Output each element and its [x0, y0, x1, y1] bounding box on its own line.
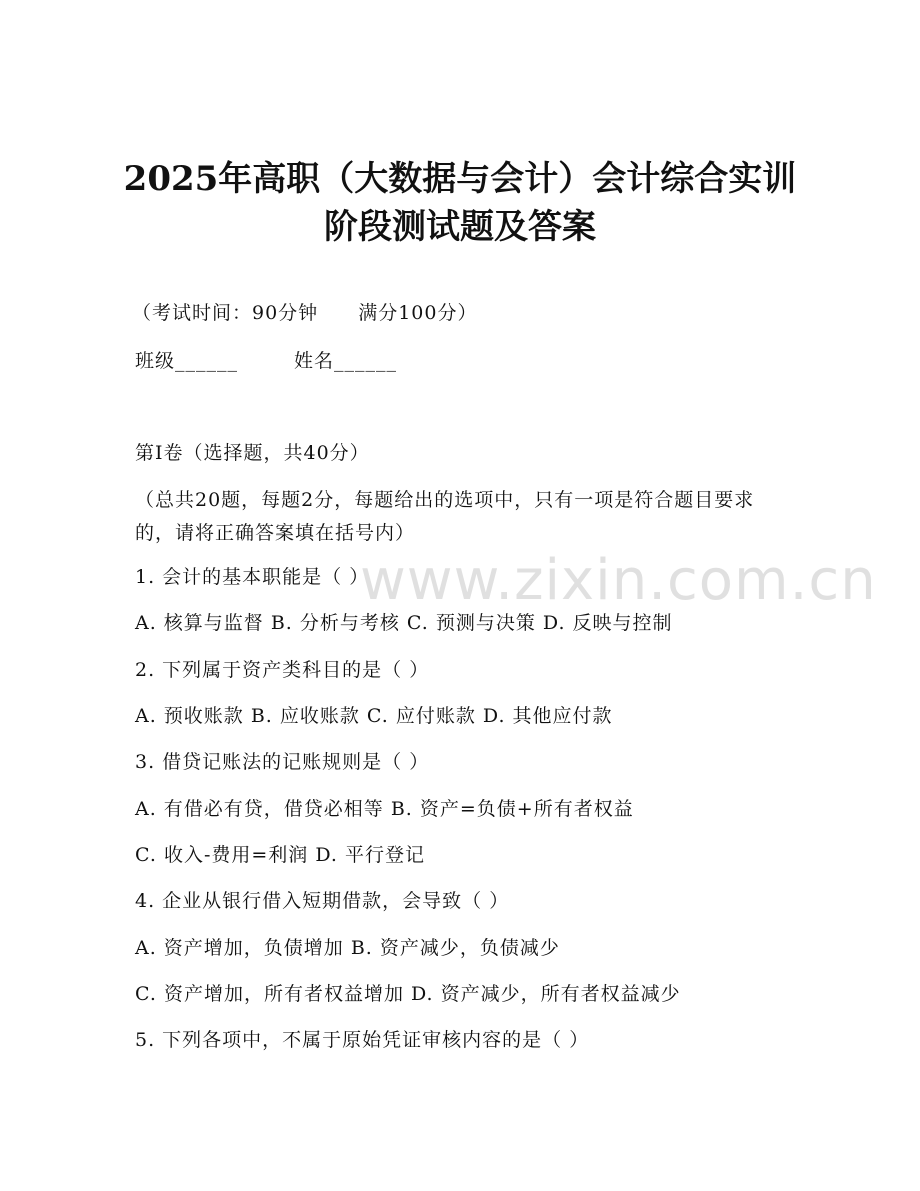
question-4-options-cont: C. 资产增加，所有者权益增加 D. 资产减少，所有者权益减少	[135, 983, 681, 1005]
question-2-options: A. 预收账款 B. 应收账款 C. 应付账款 D. 其他应付款	[135, 705, 613, 727]
section-heading: 第I卷（选择题，共40分）	[135, 442, 370, 464]
watermark-text: www.zixin.com.cn	[360, 548, 877, 613]
question-3-stem: 3. 借贷记账法的记账规则是（ ）	[135, 751, 430, 773]
question-2-stem: 2. 下列属于资产类科目的是（ ）	[135, 659, 430, 681]
question-3-options-cont: C. 收入-费用=利润 D. 平行登记	[135, 844, 425, 866]
full-marks-text: 满分100分）	[358, 302, 478, 324]
question-4-options: A. 资产增加，负债增加 B. 资产减少，负债减少	[135, 937, 560, 959]
document-title-line-1: 2025年高职（大数据与会计）会计综合实训	[123, 159, 797, 199]
question-5-stem: 5. 下列各项中，不属于原始凭证审核内容的是（ ）	[135, 1029, 590, 1051]
time-limit-text: （考试时间：90分钟	[132, 302, 319, 324]
document-title-line-2: 阶段测试题及答案	[324, 207, 596, 247]
exam-info-line	[132, 304, 477, 323]
name-field: 姓名______	[294, 350, 398, 372]
student-fields-line	[135, 352, 397, 371]
section-instructions: （总共20题，每题2分，每题给出的选项中，只有一项是符合题目要求的，请将正确答案填在括号内）	[135, 489, 755, 544]
question-1-stem: 1. 会计的基本职能是（ ）	[135, 566, 370, 588]
class-field: 班级______	[135, 350, 239, 372]
question-3-options: A. 有借必有贷，借贷必相等 B. 资产=负债+所有者权益	[135, 798, 634, 820]
question-1-options: A. 核算与监督 B. 分析与考核 C. 预测与决策 D. 反映与控制	[135, 612, 673, 634]
question-4-stem: 4. 企业从银行借入短期借款，会导致（ ）	[135, 890, 510, 912]
